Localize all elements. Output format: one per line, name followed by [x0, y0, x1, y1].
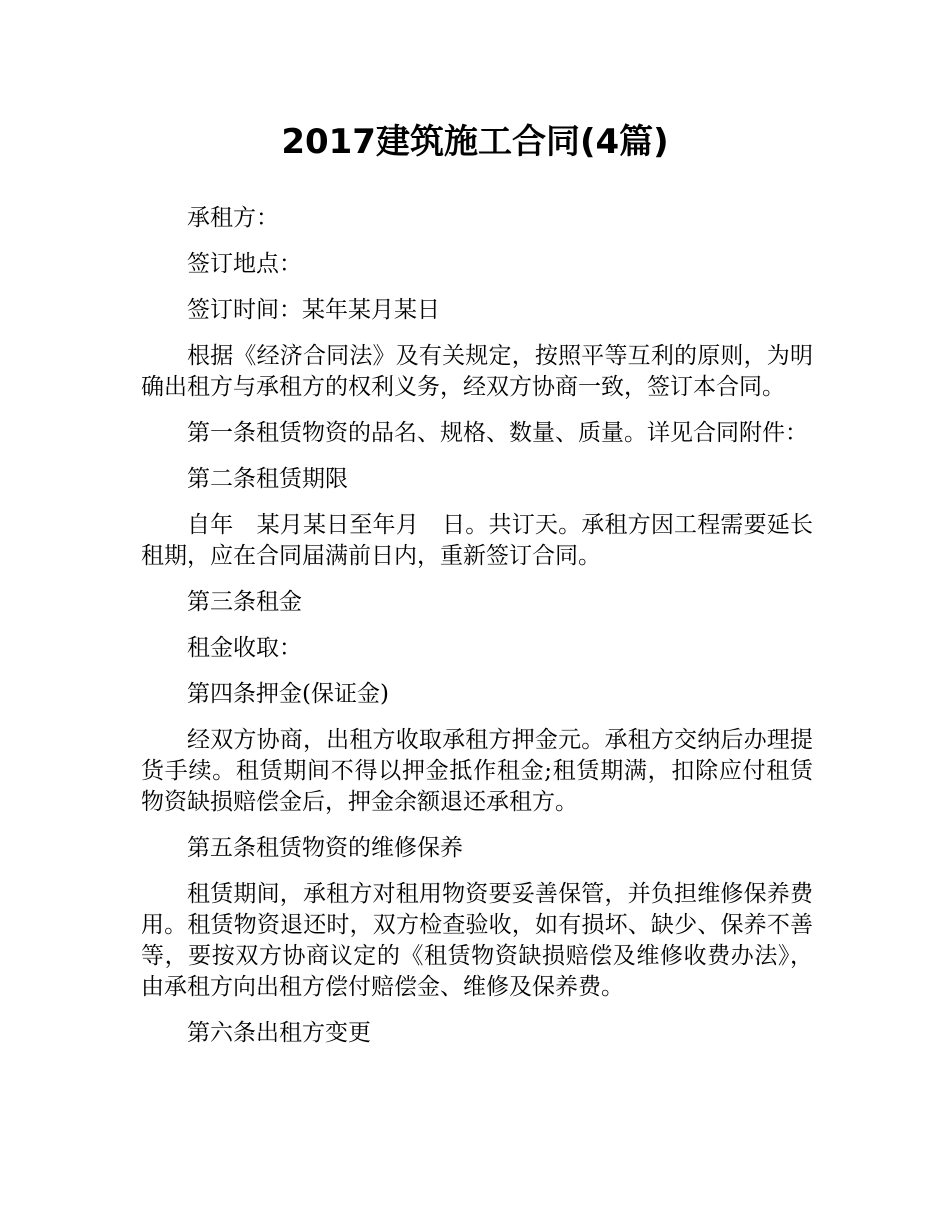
paragraph-article-1: 第一条租赁物资的品名、规格、数量、质量。详见合同附件： — [187, 420, 808, 446]
paragraph-signing-place: 签订地点： — [187, 251, 302, 277]
document-body — [141, 203, 813, 1064]
paragraph-article-3: 租金收取： — [187, 635, 302, 661]
paragraph-article-4: 经双方协商，出租方收取承租方押金元。承租方交纳后办理提货手续。租赁期间不得以押金抵作租金;租赁期满，扣除应付租赁物资缺损赔偿金后，押金余额退还承租方。 — [141, 727, 813, 815]
paragraph-article-2: 自年 某月某日至年月 日。共订天。承租方因工程需要延长租期，应在合同届满前日内，重新签订合同。 — [141, 512, 813, 569]
heading-article-5: 第五条租赁物资的维修保养 — [187, 835, 463, 861]
paragraph-signing-time: 签订时间：某年某月某日 — [187, 297, 440, 323]
document-title: 2017建筑施工合同(4篇) — [281, 122, 669, 162]
paragraph-lessee: 承租方： — [187, 205, 279, 231]
heading-article-3: 第三条租金 — [187, 589, 302, 615]
heading-article-4: 第四条押金(保证金) — [187, 681, 389, 707]
heading-article-6: 第六条出租方变更 — [187, 1020, 371, 1046]
paragraph-article-5: 租赁期间，承租方对租用物资要妥善保管，并负担维修保养费用。租赁物资退还时，双方检查验收，如有损坏、缺少、保养不善等，要按双方协商议定的《租赁物资缺损赔偿及维修收费办法》，由承租方向出租方偿付赔偿金、维修及保养费。 — [141, 881, 813, 1000]
heading-article-2: 第二条租赁期限 — [187, 466, 348, 492]
paragraph-preamble: 根据《经济合同法》及有关规定，按照平等互利的原则，为明确出租方与承租方的权利义务，经双方协商一致，签订本合同。 — [141, 343, 813, 400]
